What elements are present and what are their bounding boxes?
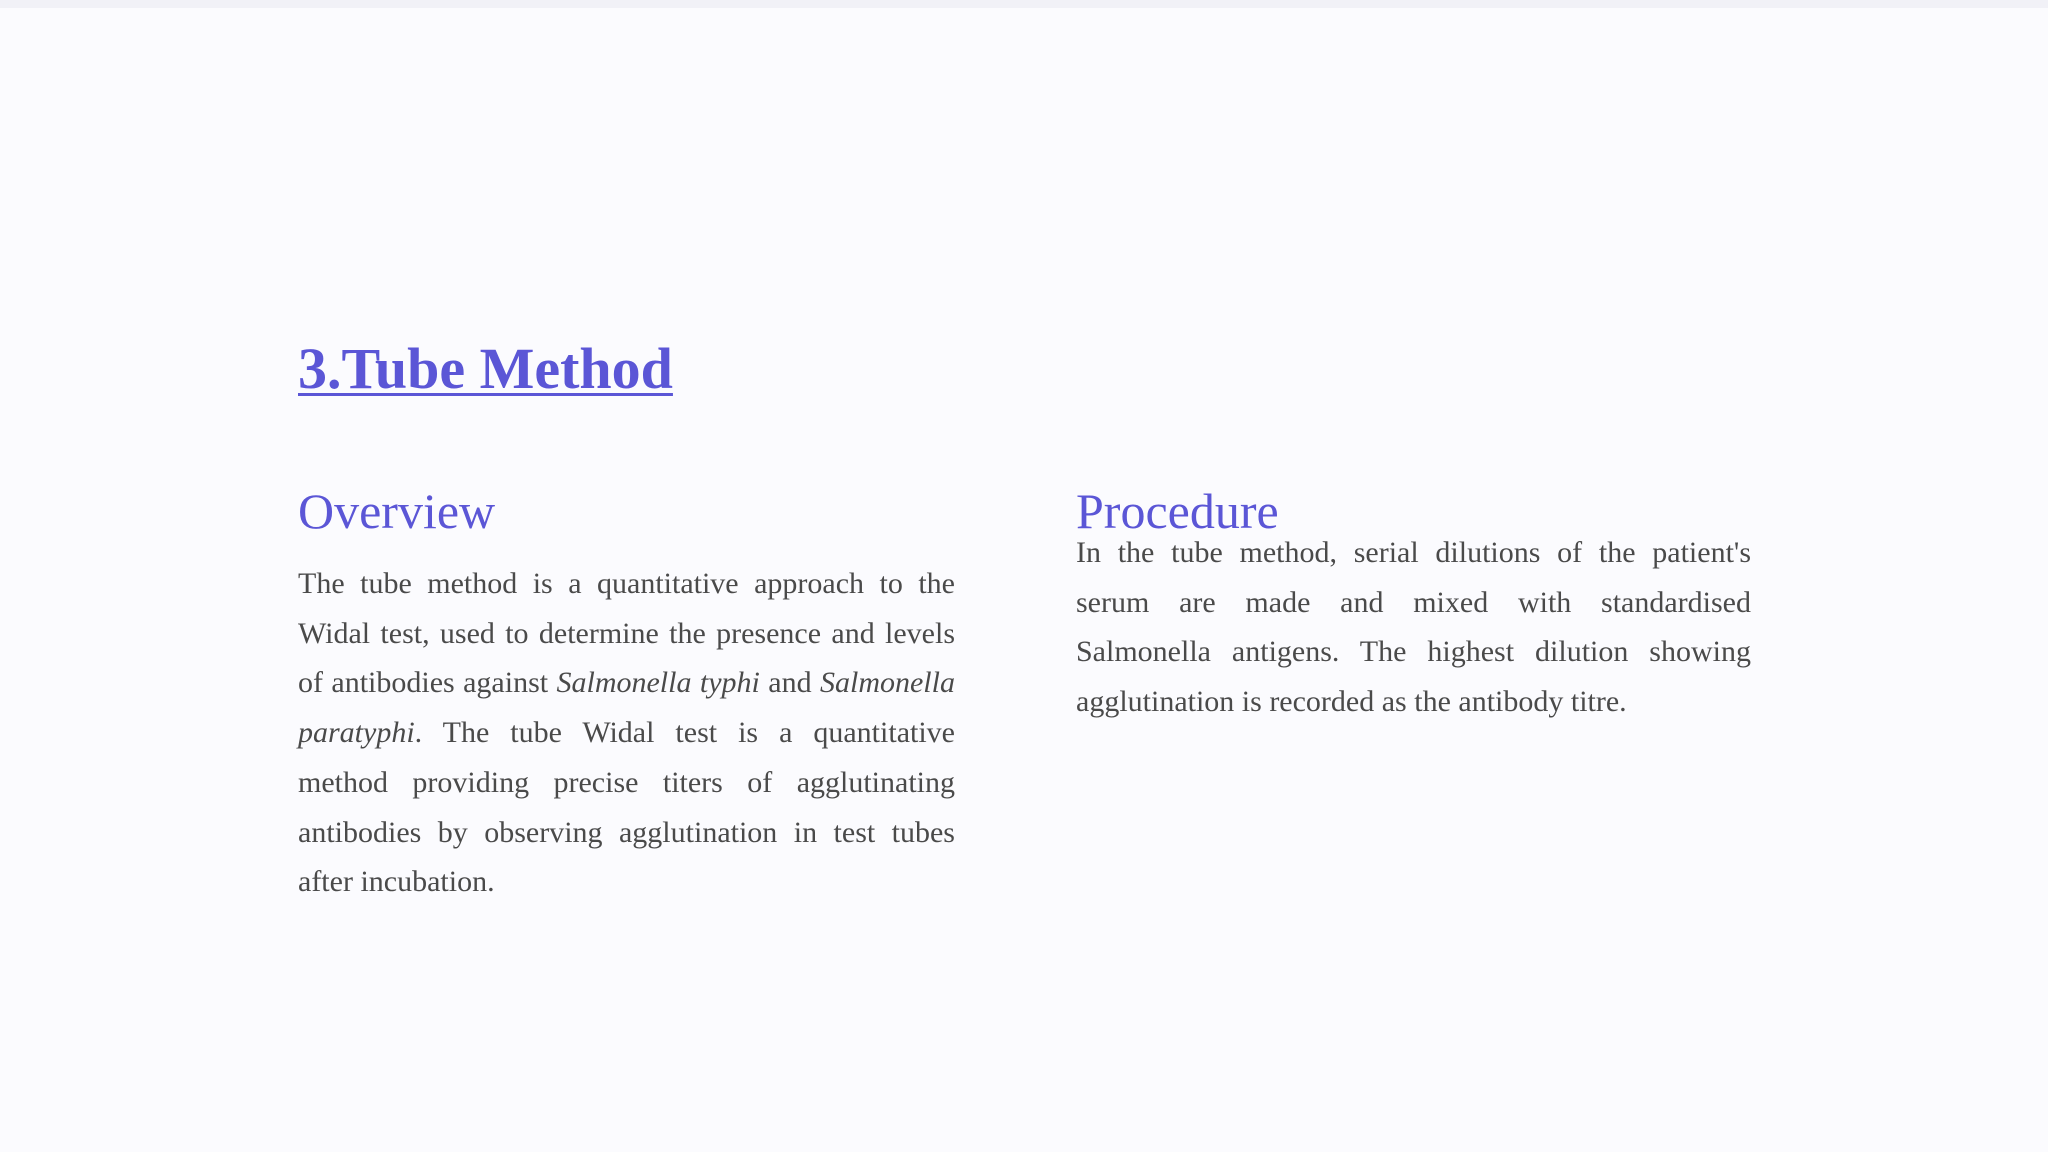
procedure-heading: Procedure: [1076, 483, 1279, 539]
procedure-paragraph: In the tube method, serial dilutions of the patient's serum are made and mixed with standardised Salmonella antigens. The highest dilution showing agglutination is recorded as the antibody titre.: [1076, 536, 1751, 719]
overview-text-3: . The tube Widal test is a quantitative method providing precise titers of agglutinating antibodies by observing agglutination in test tubes after incubation.: [298, 716, 955, 899]
overview-paragraph: [298, 559, 955, 907]
top-strip: [0, 0, 2048, 8]
overview-italic-salmonella-typhi: Salmonella typhi: [556, 666, 760, 700]
overview-text-1: The tube method is a quantitative approach to the Widal test, used to determine the presence and levels of antibodies against: [298, 567, 955, 700]
slide-title: 3.Tube Method: [298, 336, 673, 401]
overview-text-2: and: [759, 666, 820, 700]
overview-section: [298, 480, 955, 907]
overview-italic-salmonella-paratyphi: Salmonella paratyphi: [298, 666, 955, 750]
overview-heading: Overview: [298, 483, 496, 539]
procedure-section: [1076, 480, 1751, 727]
